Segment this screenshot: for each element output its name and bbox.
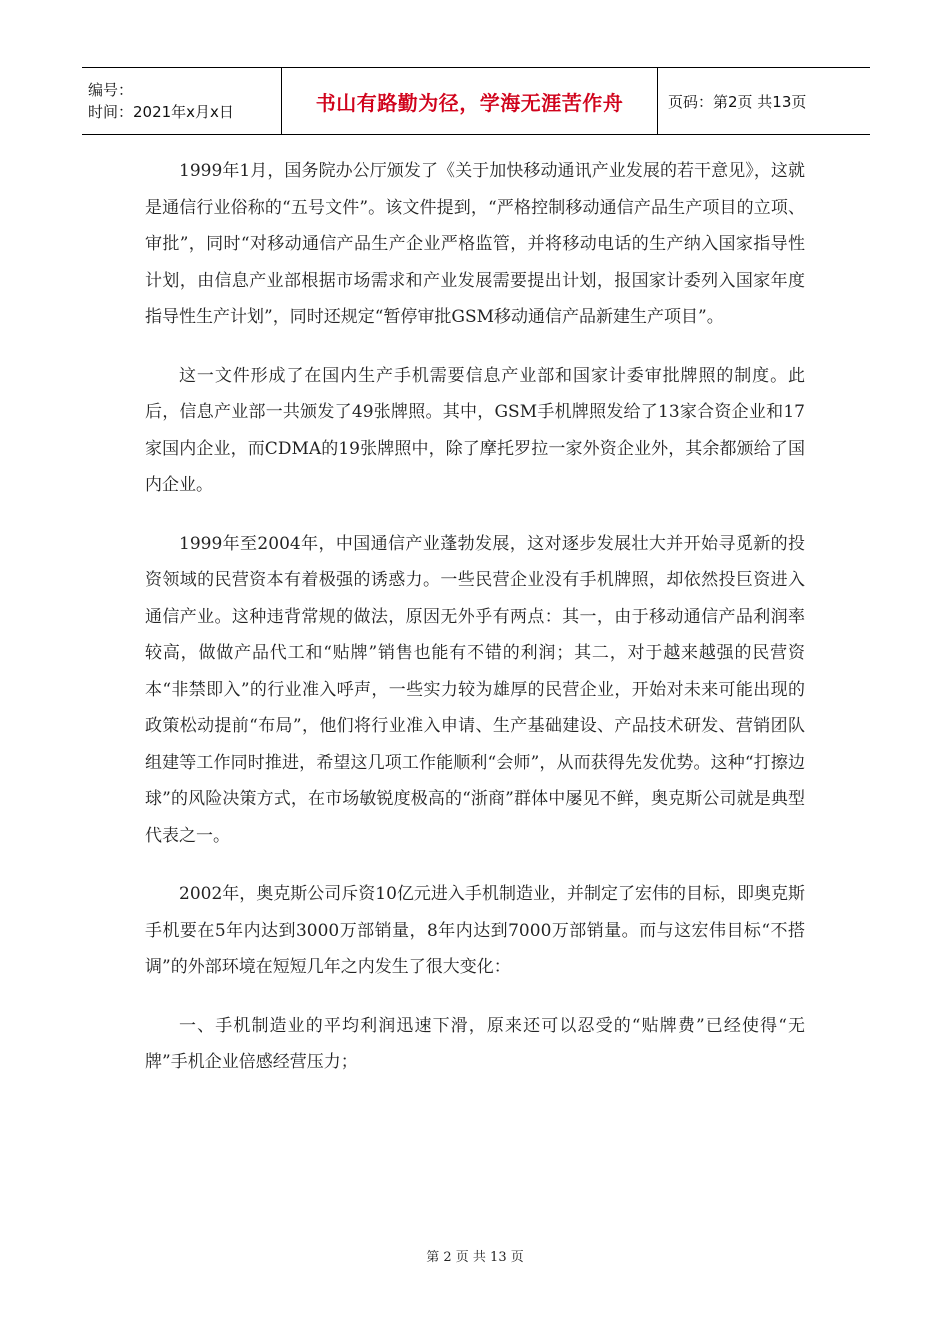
document-time-label: 时间：2021年x月x日 [88,103,234,121]
paragraph: 1999年1月，国务院办公厅颁发了《关于加快移动通讯产业发展的若干意见》，这就是通信行业俗称的“五号文件”。该文件提到，“严格控制移动通信产品生产项目的立项、审批”，同时“对移动通信产品生产企业严格监管，并将移动电话的生产纳入国家指导性计划，由信息产业部根据市场需求和产业发展需要提出计划，报国家计委列入国家年度指导性生产计划”，同时还规定“暂停审批GSM移动通信产品新建生产项目”。 [145,161,805,327]
footer-page-number: 第 2 页 共 13 页 [426,1250,524,1265]
header-motto-cell [282,68,658,134]
document-body [145,153,805,1103]
header-page-info-cell [658,68,870,134]
paragraph: 2002年，奥克斯公司斥资10亿元进入手机制造业，并制定了宏伟的目标，即奥克斯手机要在5年内达到3000万部销量，8年内达到7000万部销量。而与这宏伟目标“不搭调”的外部环境在短短几年之内发生了很大变化： [145,884,805,977]
document-number-label: 编号： [88,81,134,99]
header-page-info: 页码：第2页 共13页 [668,92,807,111]
paragraph: 1999年至2004年，中国通信产业蓬勃发展，这对逐步发展壮大并开始寻觅新的投资领域的民营资本有着极强的诱惑力。一些民营企业没有手机牌照，却依然投巨资进入通信产业。这种违背常规的做法，原因无外乎有两点：其一，由于移动通信产品利润率较高，做做产品代工和“贴牌”销售也能有不错的利润；其二，对于越来越强的民营资本“非禁即入”的行业准入呼声，一些实力较为雄厚的民营企业，开始对未来可能出现的政策松动提前“布局”，他们将行业准入申请、生产基础建设、产品技术研发、营销团队组建等工作同时推进，希望这几项工作能顺利“会师”，从而获得先发优势。这种“打擦边球”的风险决策方式，在市场敏锐度极高的“浙商”群体中屡见不鲜，奥克斯公司就是典型代表之一。 [145,533,805,846]
header-meta [82,68,282,134]
paragraph: 一、手机制造业的平均利润迅速下滑，原来还可以忍受的“贴牌费”已经使得“无牌”手机企业倍感经营压力； [145,1015,805,1072]
page-header [82,67,870,135]
paragraph: 这一文件形成了在国内生产手机需要信息产业部和国家计委审批牌照的制度。此后，信息产业部一共颁发了49张牌照。其中，GSM手机牌照发给了13家合资企业和17家国内企业，而CDMA的19张牌照中，除了摩托罗拉一家外资企业外，其余都颁给了国内企业。 [145,365,805,495]
page-footer [0,1246,950,1265]
header-motto: 书山有路勤为径，学海无涯苦作舟 [315,90,624,115]
